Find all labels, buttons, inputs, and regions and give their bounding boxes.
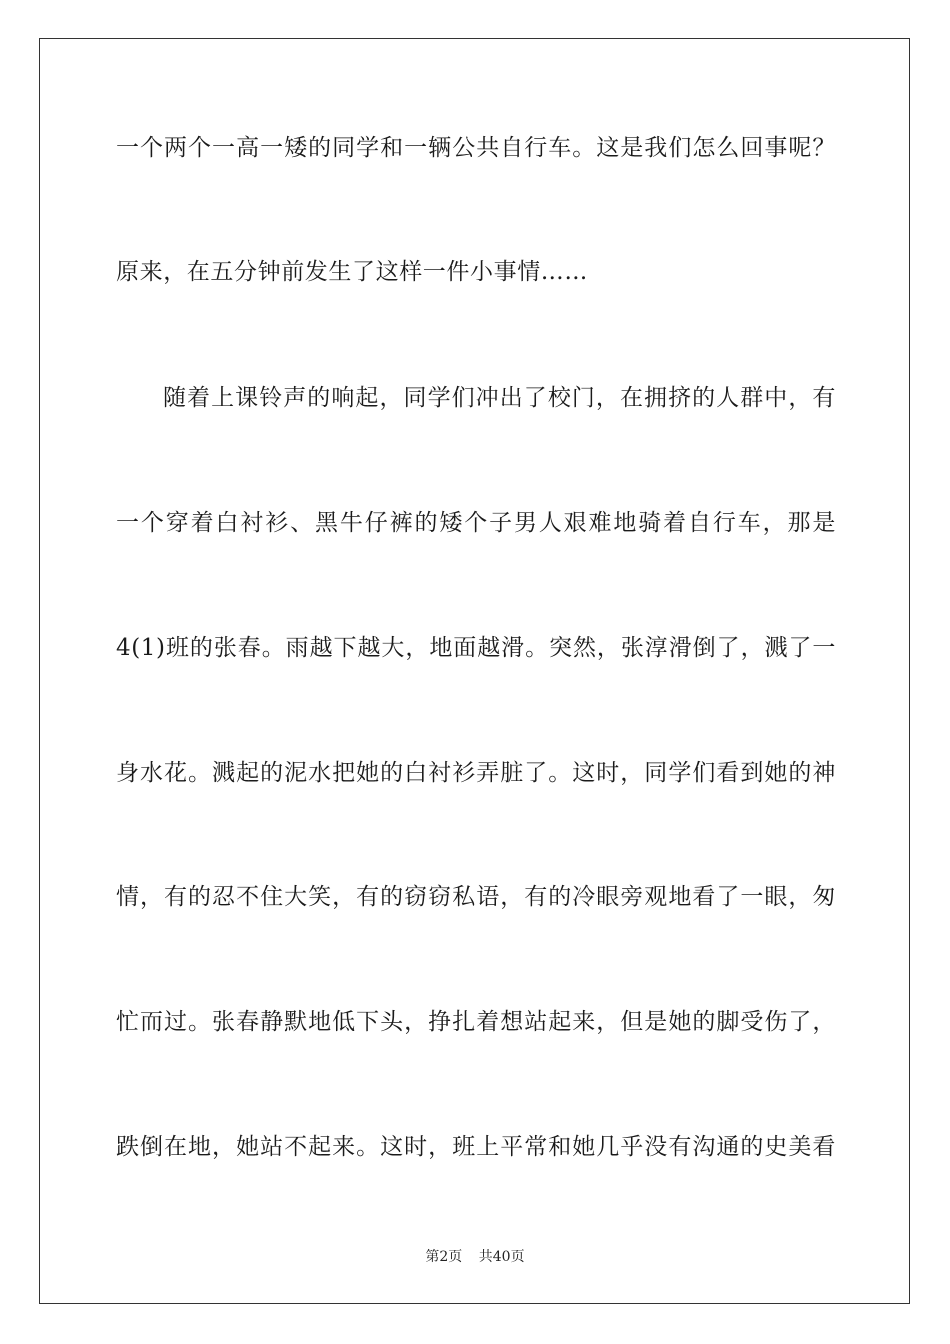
page-footer xyxy=(0,1248,950,1266)
page-number: 第2页 xyxy=(425,1249,463,1265)
text-line-8: 忙而过。张春静默地低下头，挣扎着想站起来，但是她的脚受伤了， xyxy=(116,1009,836,1035)
text-line-9: 跌倒在地，她站不起来。这时，班上平常和她几乎没有沟通的史美看 xyxy=(116,1134,836,1160)
page-total: 共40页 xyxy=(478,1249,525,1265)
text-line-3: 随着上课铃声的响起，同学们冲出了校门，在拥挤的人群中，有 xyxy=(163,385,836,411)
text-line-1: 一个两个一高一矮的同学和一辆公共自行车。这是我们怎么回事呢？ xyxy=(116,135,836,161)
page-border xyxy=(39,38,910,1304)
text-line-2: 原来，在五分钟前发生了这样一件小事情…… xyxy=(116,259,588,285)
text-line-6: 身水花。溅起的泥水把她的白衬衫弄脏了。这时，同学们看到她的神 xyxy=(116,760,836,786)
text-line-7: 情，有的忍不住大笑，有的窃窃私语，有的冷眼旁观地看了一眼，匆 xyxy=(116,884,836,910)
text-line-5: 4(1)班的张春。雨越下越大，地面越滑。突然，张淳滑倒了，溅了一 xyxy=(116,635,836,661)
text-line-4: 一个穿着白衬衫、黑牛仔裤的矮个子男人艰难地骑着自行车，那是 xyxy=(116,510,836,536)
